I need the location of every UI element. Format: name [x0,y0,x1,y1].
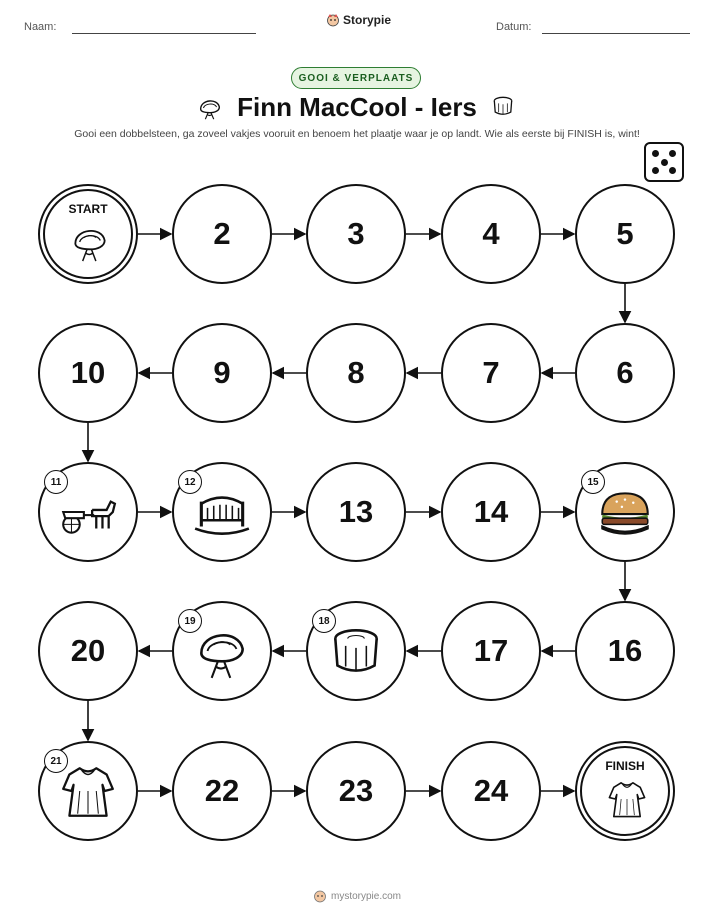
cell-number-badge: 11 [44,470,68,494]
cell-number: 10 [70,355,106,390]
picture-cell [38,462,138,562]
cell-number: 20 [70,633,106,668]
number-cell [38,323,138,423]
name-line [72,33,256,34]
cell-number: 24 [473,773,509,808]
cell-number: 8 [347,355,365,390]
number-cell [441,323,541,423]
cell-number-badge: 15 [581,470,605,494]
number-cell [441,601,541,701]
page-title: Finn MacCool - Iers [237,92,477,122]
start-label: START [68,202,108,216]
picture-cell [172,462,272,562]
number-cell [306,184,406,284]
cell-number: 9 [213,355,231,390]
bonnet-icon [191,620,253,682]
number-cell [306,462,406,562]
storypie-mascot-icon [326,13,340,27]
stump-icon [325,620,387,682]
cradle-icon [191,481,253,543]
date-line [542,33,690,34]
date-label: Datum: [496,21,532,33]
cell-number-badge: 21 [44,749,68,773]
number-cell [575,184,675,284]
bonnet-icon [68,220,112,264]
cell-number: 13 [338,494,374,529]
number-cell [441,184,541,284]
cell-number-badge: 18 [312,609,336,633]
cell-number: 22 [204,773,240,808]
start-cell [38,184,138,284]
picture-cell [172,601,272,701]
cell-number: 14 [473,494,509,529]
picture-cell [38,741,138,841]
cell-number: 3 [347,216,365,251]
number-cell [441,741,541,841]
finish-label: FINISH [605,759,645,773]
cell-number-badge: 12 [178,470,202,494]
cell-number: 23 [338,773,374,808]
cell-number: 2 [213,216,231,251]
cell-number: 16 [607,633,643,668]
cell-number: 5 [616,216,634,251]
number-cell [306,741,406,841]
footer [0,889,714,903]
dress-icon [57,760,119,822]
number-cell [38,601,138,701]
horse-cart-icon [57,481,119,543]
number-cell [441,462,541,562]
cell-number: 6 [616,355,634,390]
cell-number-badge: 19 [178,609,202,633]
bread-loaf-icon [594,481,656,543]
name-label: Naam: [24,21,57,33]
stump-icon [490,93,516,119]
brand-name: Storypie [343,13,392,27]
picture-cell [575,462,675,562]
cell-number: 7 [482,355,500,390]
dress-icon [605,777,649,821]
finish-cell [575,741,675,841]
cell-number: 17 [473,633,509,668]
number-cell [575,323,675,423]
brand-logo [326,13,391,27]
activity-tag: GOOI & VERPLAATS [291,67,421,89]
number-cell [172,741,272,841]
number-cell [575,601,675,701]
footer-url: mystorypie.com [330,890,401,902]
storypie-mascot-icon [313,889,327,903]
number-cell [306,323,406,423]
dice-icon [644,142,684,182]
number-cell [172,184,272,284]
picture-cell [306,601,406,701]
instructions: Gooi een dobbelsteen, ga zoveel vakjes vooruit en benoem het plaatje waar je op landt. Wie als eerste bij FINISH is, wint! [74,128,640,140]
number-cell [172,323,272,423]
cell-number: 4 [482,216,500,251]
